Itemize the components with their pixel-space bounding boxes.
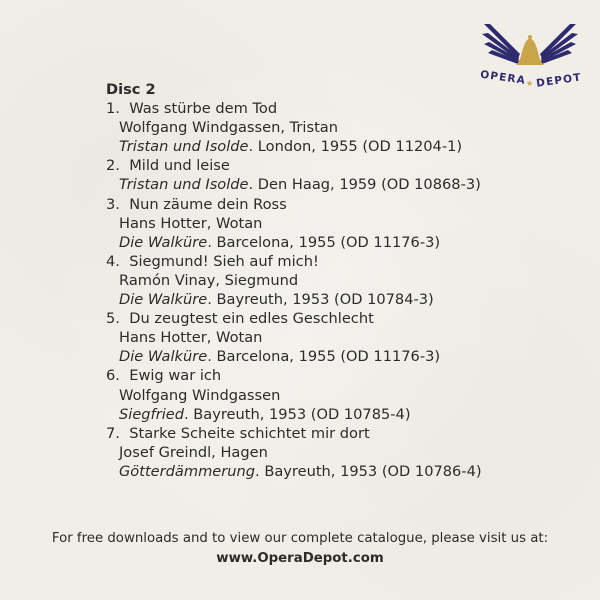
track-performer: Hans Hotter, Wotan xyxy=(119,214,263,232)
track-work-line xyxy=(106,175,546,194)
track-details: . Barcelona, 1955 (OD 11176-3) xyxy=(207,233,441,251)
track-number: 3. xyxy=(106,195,120,213)
track-title: Was stürbe dem Tod xyxy=(129,100,278,118)
track-work-line xyxy=(106,233,546,252)
track-title-line xyxy=(106,424,546,443)
left-wing-icon xyxy=(482,24,520,64)
track-work-line xyxy=(106,137,546,156)
track-work: Die Walküre xyxy=(119,291,208,309)
track-title-line xyxy=(106,156,546,175)
track-title-line xyxy=(106,99,546,118)
track-title-line xyxy=(106,252,546,271)
track-number: 1. xyxy=(106,100,120,118)
track-details: . Bayreuth, 1953 (OD 10786-4) xyxy=(255,462,482,480)
logo-star-icon: ★ xyxy=(526,79,534,88)
track-work: Die Walküre xyxy=(119,348,208,366)
logo-text-opera: OPERA xyxy=(479,68,527,87)
track-work: Tristan und Isolde xyxy=(119,176,249,194)
disc-title: Disc 2 xyxy=(106,81,156,98)
track-details: . Bayreuth, 1953 (OD 10785-4) xyxy=(184,405,411,423)
track-performer: Hans Hotter, Wotan xyxy=(119,329,263,347)
track-title-line xyxy=(106,309,546,328)
track-title: Ewig war ich xyxy=(129,367,222,385)
track-work: Götterdämmerung xyxy=(119,462,256,480)
track-list xyxy=(106,80,546,481)
track-item xyxy=(106,195,546,252)
footer-text: For free downloads and to view our complete catalogue, please visit us at: xyxy=(51,531,549,546)
track-title: Starke Scheite schichtet mir dort xyxy=(129,424,370,442)
track-title: Siegmund! Sieh auf mich! xyxy=(129,252,319,270)
track-details: . Bayreuth, 1953 (OD 10784-3) xyxy=(207,291,434,309)
track-title: Nun zäume dein Ross xyxy=(129,195,287,213)
track-title: Du zeugtest ein edles Geschlecht xyxy=(129,310,374,328)
track-performer: Ramón Vinay, Siegmund xyxy=(119,271,299,289)
footer xyxy=(0,529,600,569)
track-number: 7. xyxy=(106,424,120,442)
track-title-line xyxy=(106,195,546,214)
track-work-line xyxy=(106,290,546,309)
track-number: 2. xyxy=(106,157,120,175)
track-item xyxy=(106,99,546,156)
track-work: Die Walküre xyxy=(119,233,208,251)
track-details: . Den Haag, 1959 (OD 10868-3) xyxy=(248,176,481,194)
track-performer: Josef Greindl, Hagen xyxy=(119,443,268,461)
logo-text-depot: DEPOT xyxy=(535,71,582,90)
track-work-line xyxy=(106,347,546,366)
track-performer: Wolfgang Windgassen xyxy=(119,386,281,404)
track-item xyxy=(106,424,546,481)
track-work-line xyxy=(106,462,546,481)
track-performer: Wolfgang Windgassen, Tristan xyxy=(119,119,338,137)
right-wing-icon xyxy=(540,24,578,64)
track-details: . London, 1955 (OD 11204-1) xyxy=(248,138,463,156)
track-number: 4. xyxy=(106,252,120,270)
track-work: Tristan und Isolde xyxy=(119,138,249,156)
track-work-line xyxy=(106,405,546,424)
track-details: . Barcelona, 1955 (OD 11176-3) xyxy=(207,348,441,366)
track-item xyxy=(106,366,546,423)
track-number: 5. xyxy=(106,310,120,328)
track-title-line xyxy=(106,366,546,385)
track-item xyxy=(106,252,546,309)
track-item xyxy=(106,309,546,366)
track-item xyxy=(106,156,546,194)
track-number: 6. xyxy=(106,367,120,385)
dome-icon xyxy=(516,38,544,65)
track-title: Mild und leise xyxy=(129,157,230,175)
track-work: Siegfried xyxy=(119,405,184,423)
website-link[interactable]: www.OperaDepot.com xyxy=(216,551,384,566)
